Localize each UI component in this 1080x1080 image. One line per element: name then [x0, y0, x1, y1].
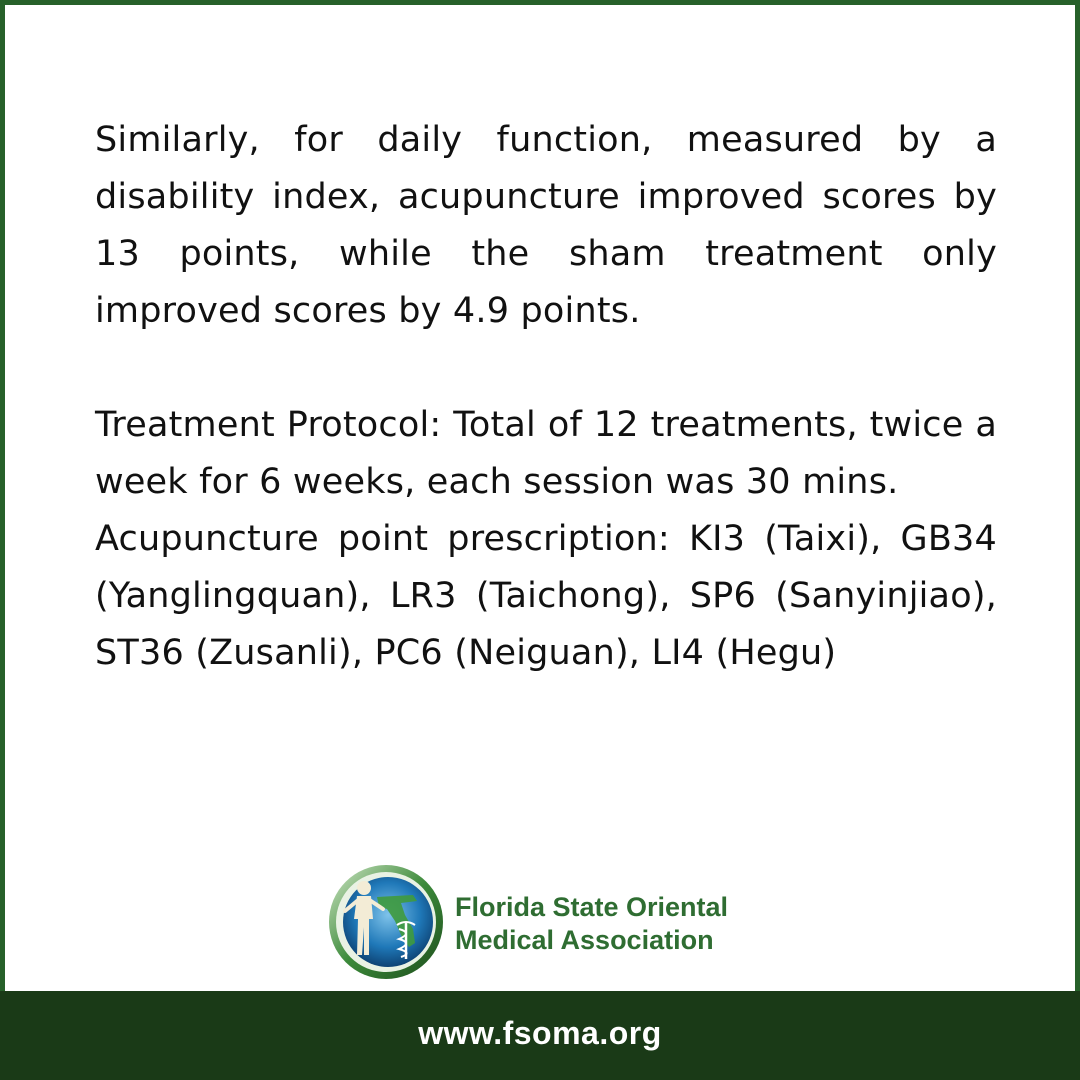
paragraph-spacer [95, 340, 997, 397]
paragraph-point-prescription: Acupuncture point prescription: KI3 (Taixi), GB34 (Yanglingquan), LR3 (Taichong), SP6 (Sanyinjiao), ST36 (Zusanli), PC6 (Neiguan), LI4 (Hegu) [95, 519, 997, 673]
website-url: www.fsoma.org [418, 1015, 662, 1051]
article-text [95, 112, 997, 682]
footer-bar [0, 991, 1080, 1080]
paragraph-results: Similarly, for daily function, measured by a disability index, acupuncture improved scores by 13 points, while the sham treatment only improved scores by 4.9 points. [95, 120, 997, 331]
organization-name-line-1: Florida State Oriental [455, 892, 729, 922]
paragraph-treatment-protocol: Treatment Protocol: Total of 12 treatments, twice a week for 6 weeks, each session was 30 mins. [95, 405, 997, 502]
organization-name [455, 891, 728, 957]
organization-logo [327, 863, 747, 983]
organization-name-line-2: Medical Association [455, 925, 714, 955]
fsoma-emblem-icon [327, 863, 445, 981]
